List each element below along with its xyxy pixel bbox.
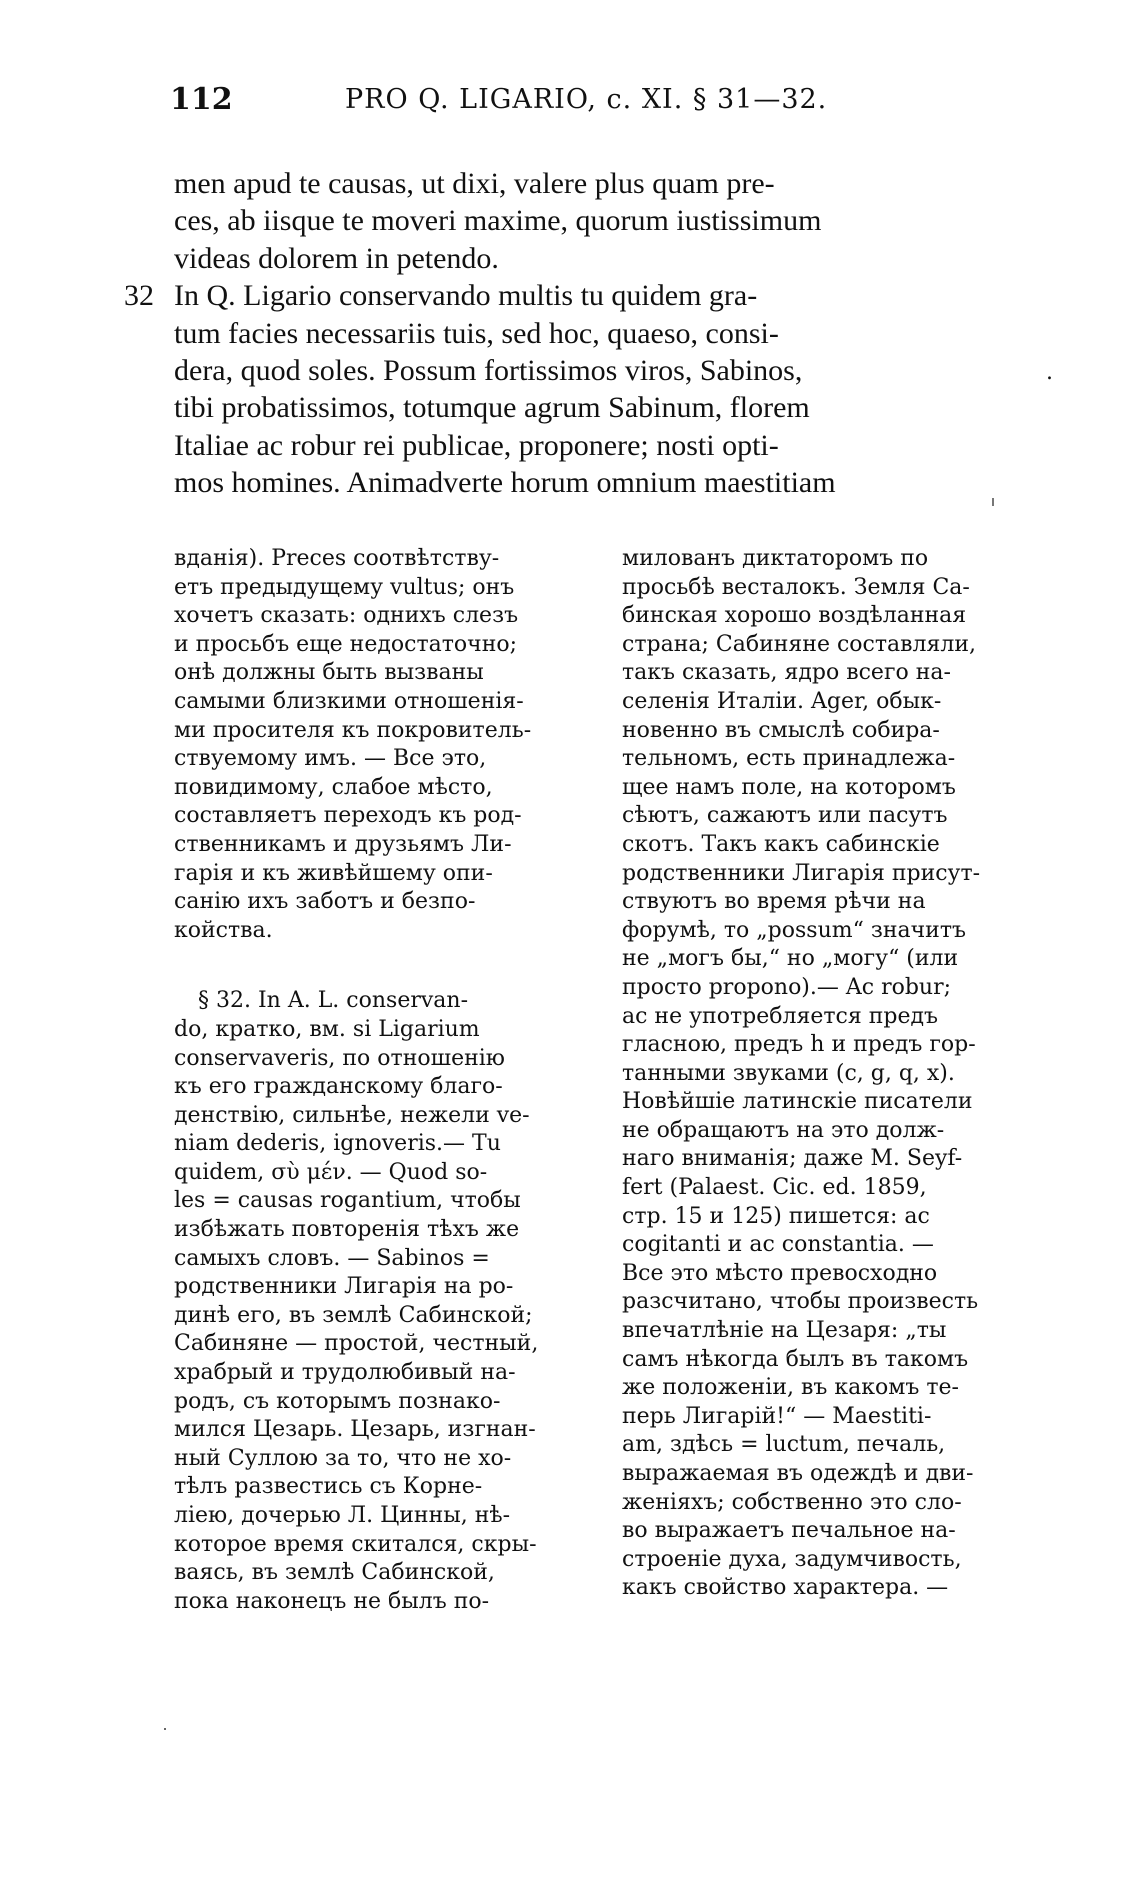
commentary-line: мился Цезарь. Цезарь, изгнан- (174, 1417, 536, 1443)
commentary-line: просьбѣ весталокъ. Земля Са- (622, 574, 970, 600)
commentary-line: самъ нѣкогда былъ въ такомъ (622, 1346, 969, 1372)
commentary-right-column (622, 545, 1024, 1603)
commentary-line: Все это мѣсто превосходно (622, 1260, 938, 1286)
commentary-line: cogitanti и ac constantia. — (622, 1232, 934, 1258)
latin-line: In Q. Ligario conservando multis tu quidem gra- (174, 279, 758, 313)
commentary-line: впечатлѣніе на Цезаря: „ты (622, 1318, 947, 1344)
commentary-line: новенно въ смыслѣ собира- (622, 717, 940, 743)
latin-line: tum facies necessariis tuis, sed hoc, quaeso, consi- (174, 316, 779, 350)
commentary-line: самыхъ словъ. — Sabinos = (174, 1245, 490, 1271)
commentary-line: скотъ. Такъ какъ сабинскіе (622, 831, 940, 857)
commentary-line: fert (Palaest. Cic. ed. 1859, (622, 1175, 927, 1201)
commentary-line: пока наконецъ не былъ по- (174, 1588, 490, 1614)
commentary-line: am, здѣсь = luctum, печаль, (622, 1432, 946, 1458)
commentary-line: ствуемому имъ. — Все это, (174, 746, 487, 772)
commentary-line: не обращаютъ на это долж- (622, 1117, 945, 1143)
commentary-line: просто propono).— Ac robur; (622, 974, 952, 1000)
commentary-line: самыми близкими отношенія- (174, 688, 524, 714)
commentary-line: храбрый и трудолюбивый на- (174, 1360, 516, 1386)
page-header (170, 82, 1032, 122)
commentary-line: do, кратко, вм. si Ligarium (174, 1016, 480, 1042)
commentary-line: les = causas rogantium, чтобы (174, 1188, 521, 1214)
commentary-line: бинская хорошо воздѣланная (622, 603, 967, 629)
latin-line: ces, ab iisque te moveri maxime, quorum iustissimum (174, 204, 822, 238)
commentary-line: ac не употребляется предъ (622, 1003, 939, 1029)
commentary-line: Новѣйшіе латинскіе писатели (622, 1089, 973, 1115)
stray-dot: . (1046, 360, 1053, 385)
commentary-line: денствію, сильнѣе, нежели ve- (174, 1102, 530, 1128)
commentary-line: страна; Сабиняне составляли, (622, 631, 976, 657)
latin-line: tibi probatissimos, totumque agrum Sabinum, florem (174, 391, 810, 425)
commentary-line: койства. (174, 917, 273, 943)
commentary-line: quidem, σὺ μέν. — Quod so- (174, 1159, 488, 1185)
commentary-line: тѣлъ развестись съ Корне- (174, 1474, 483, 1500)
section-number: 32 (124, 279, 154, 312)
commentary-line: ваясь, въ землѣ Сабинской, (174, 1560, 495, 1586)
commentary-line: гласною, предъ h и предъ гор- (622, 1032, 976, 1058)
commentary-line: составляетъ переходъ къ род- (174, 803, 522, 829)
latin-line: men apud te causas, ut dixi, valere plus quam pre- (174, 167, 775, 200)
commentary-line: какъ свойство характера. — (622, 1575, 949, 1601)
commentary-line: гарія и къ живѣйшему опи- (174, 860, 493, 886)
commentary-line: повидимому, слабое мѣсто, (174, 774, 493, 800)
commentary-line: разсчитано, чтобы произвесть (622, 1289, 979, 1315)
commentary-line: селенія Италіи. Ager, обык- (622, 688, 942, 714)
commentary-line: § 32. In A. L. conservan- (198, 988, 469, 1014)
commentary-line: ліею, дочерью Л. Цинны, нѣ- (174, 1503, 511, 1528)
commentary-line: ственникамъ и друзьямъ Ли- (174, 831, 512, 857)
latin-line: videas dolorem in petendo. (174, 241, 499, 275)
commentary-line: избѣжать повторенія тѣхъ же (174, 1217, 520, 1243)
latin-line: mos homines. Animadverte horum omnium maestitiam (174, 466, 836, 500)
commentary-line: строеніе духа, задумчивость, (622, 1546, 962, 1572)
commentary-line: хочетъ сказать: однихъ слезъ (174, 603, 519, 629)
commentary-line: наго вниманія; даже M. Seyf- (622, 1146, 963, 1172)
commentary-line: етъ предыдущему vultus; онъ (174, 574, 515, 600)
commentary-line: не „могъ бы,“ но „могу“ (или (622, 946, 959, 972)
commentary-line: же положеніи, въ какомъ те- (622, 1375, 959, 1401)
commentary-line: родъ, съ которымъ познако- (174, 1388, 501, 1414)
latin-line: Italiae ac robur rei publicae, proponere; nosti opti- (174, 428, 779, 462)
running-head: PRO Q. LIGARIO, c. XI. § 31—32. (345, 84, 828, 115)
commentary-line: родственники Лигарія на ро- (174, 1274, 514, 1300)
commentary-line: выражаемая въ одеждѣ и дви- (622, 1461, 974, 1486)
scan-speck (164, 1728, 166, 1730)
commentary-line: щее намъ поле, на которомъ (622, 774, 956, 800)
commentary-line: динѣ его, въ землѣ Сабинской; (174, 1302, 533, 1328)
commentary-line: женіяхъ; собственно это сло- (622, 1489, 962, 1515)
commentary-line: и просьбъ еще недостаточно; (174, 631, 518, 657)
commentary-line: онѣ должны быть вызваны (174, 660, 484, 686)
commentary-line: форумѣ, то „possum“ значитъ (622, 917, 966, 943)
commentary-line: перь Лигарій!“ — Maestiti- (622, 1403, 932, 1429)
commentary-line: ствуютъ во время рѣчи на (622, 889, 926, 915)
commentary-line: родственники Лигарія присут- (622, 860, 981, 886)
commentary-line: conservaveris, по отношенію (174, 1045, 505, 1071)
latin-text-block (174, 165, 1036, 502)
commentary-line: во выражаетъ печальное на- (622, 1518, 956, 1544)
commentary-left-column (174, 545, 576, 1616)
paragraph-gap (174, 945, 576, 987)
commentary-line: сѣютъ, сажаютъ или пасутъ (622, 803, 948, 829)
commentary-line: танными звуками (c, g, q, x). (622, 1060, 955, 1086)
commentary-line: такъ сказать, ядро всего на- (622, 660, 951, 686)
commentary-line: которое время скитался, скры- (174, 1531, 537, 1557)
latin-line: dera, quod soles. Possum fortissimos viros, Sabinos, (174, 353, 803, 387)
commentary-line: niam dederis, ignoveris.— Tu (174, 1131, 501, 1157)
commentary-line: Сабиняне — простой, честный, (174, 1331, 539, 1357)
commentary-line: вданія). Preces соотвѣтству- (174, 546, 500, 571)
commentary-line: къ его гражданскому благо- (174, 1074, 503, 1100)
commentary-line: тельномъ, есть принадлежа- (622, 746, 956, 772)
commentary-line: стр. 15 и 125) пишется: ac (622, 1203, 930, 1229)
commentary-line: ный Суллою за то, что не хо- (174, 1445, 512, 1471)
commentary-line: ми просителя къ покровитель- (174, 717, 532, 743)
page-number: 112 (170, 82, 233, 117)
commentary-line: милованъ диктаторомъ по (622, 546, 929, 571)
commentary-line: санію ихъ заботъ и безпо- (174, 889, 476, 915)
